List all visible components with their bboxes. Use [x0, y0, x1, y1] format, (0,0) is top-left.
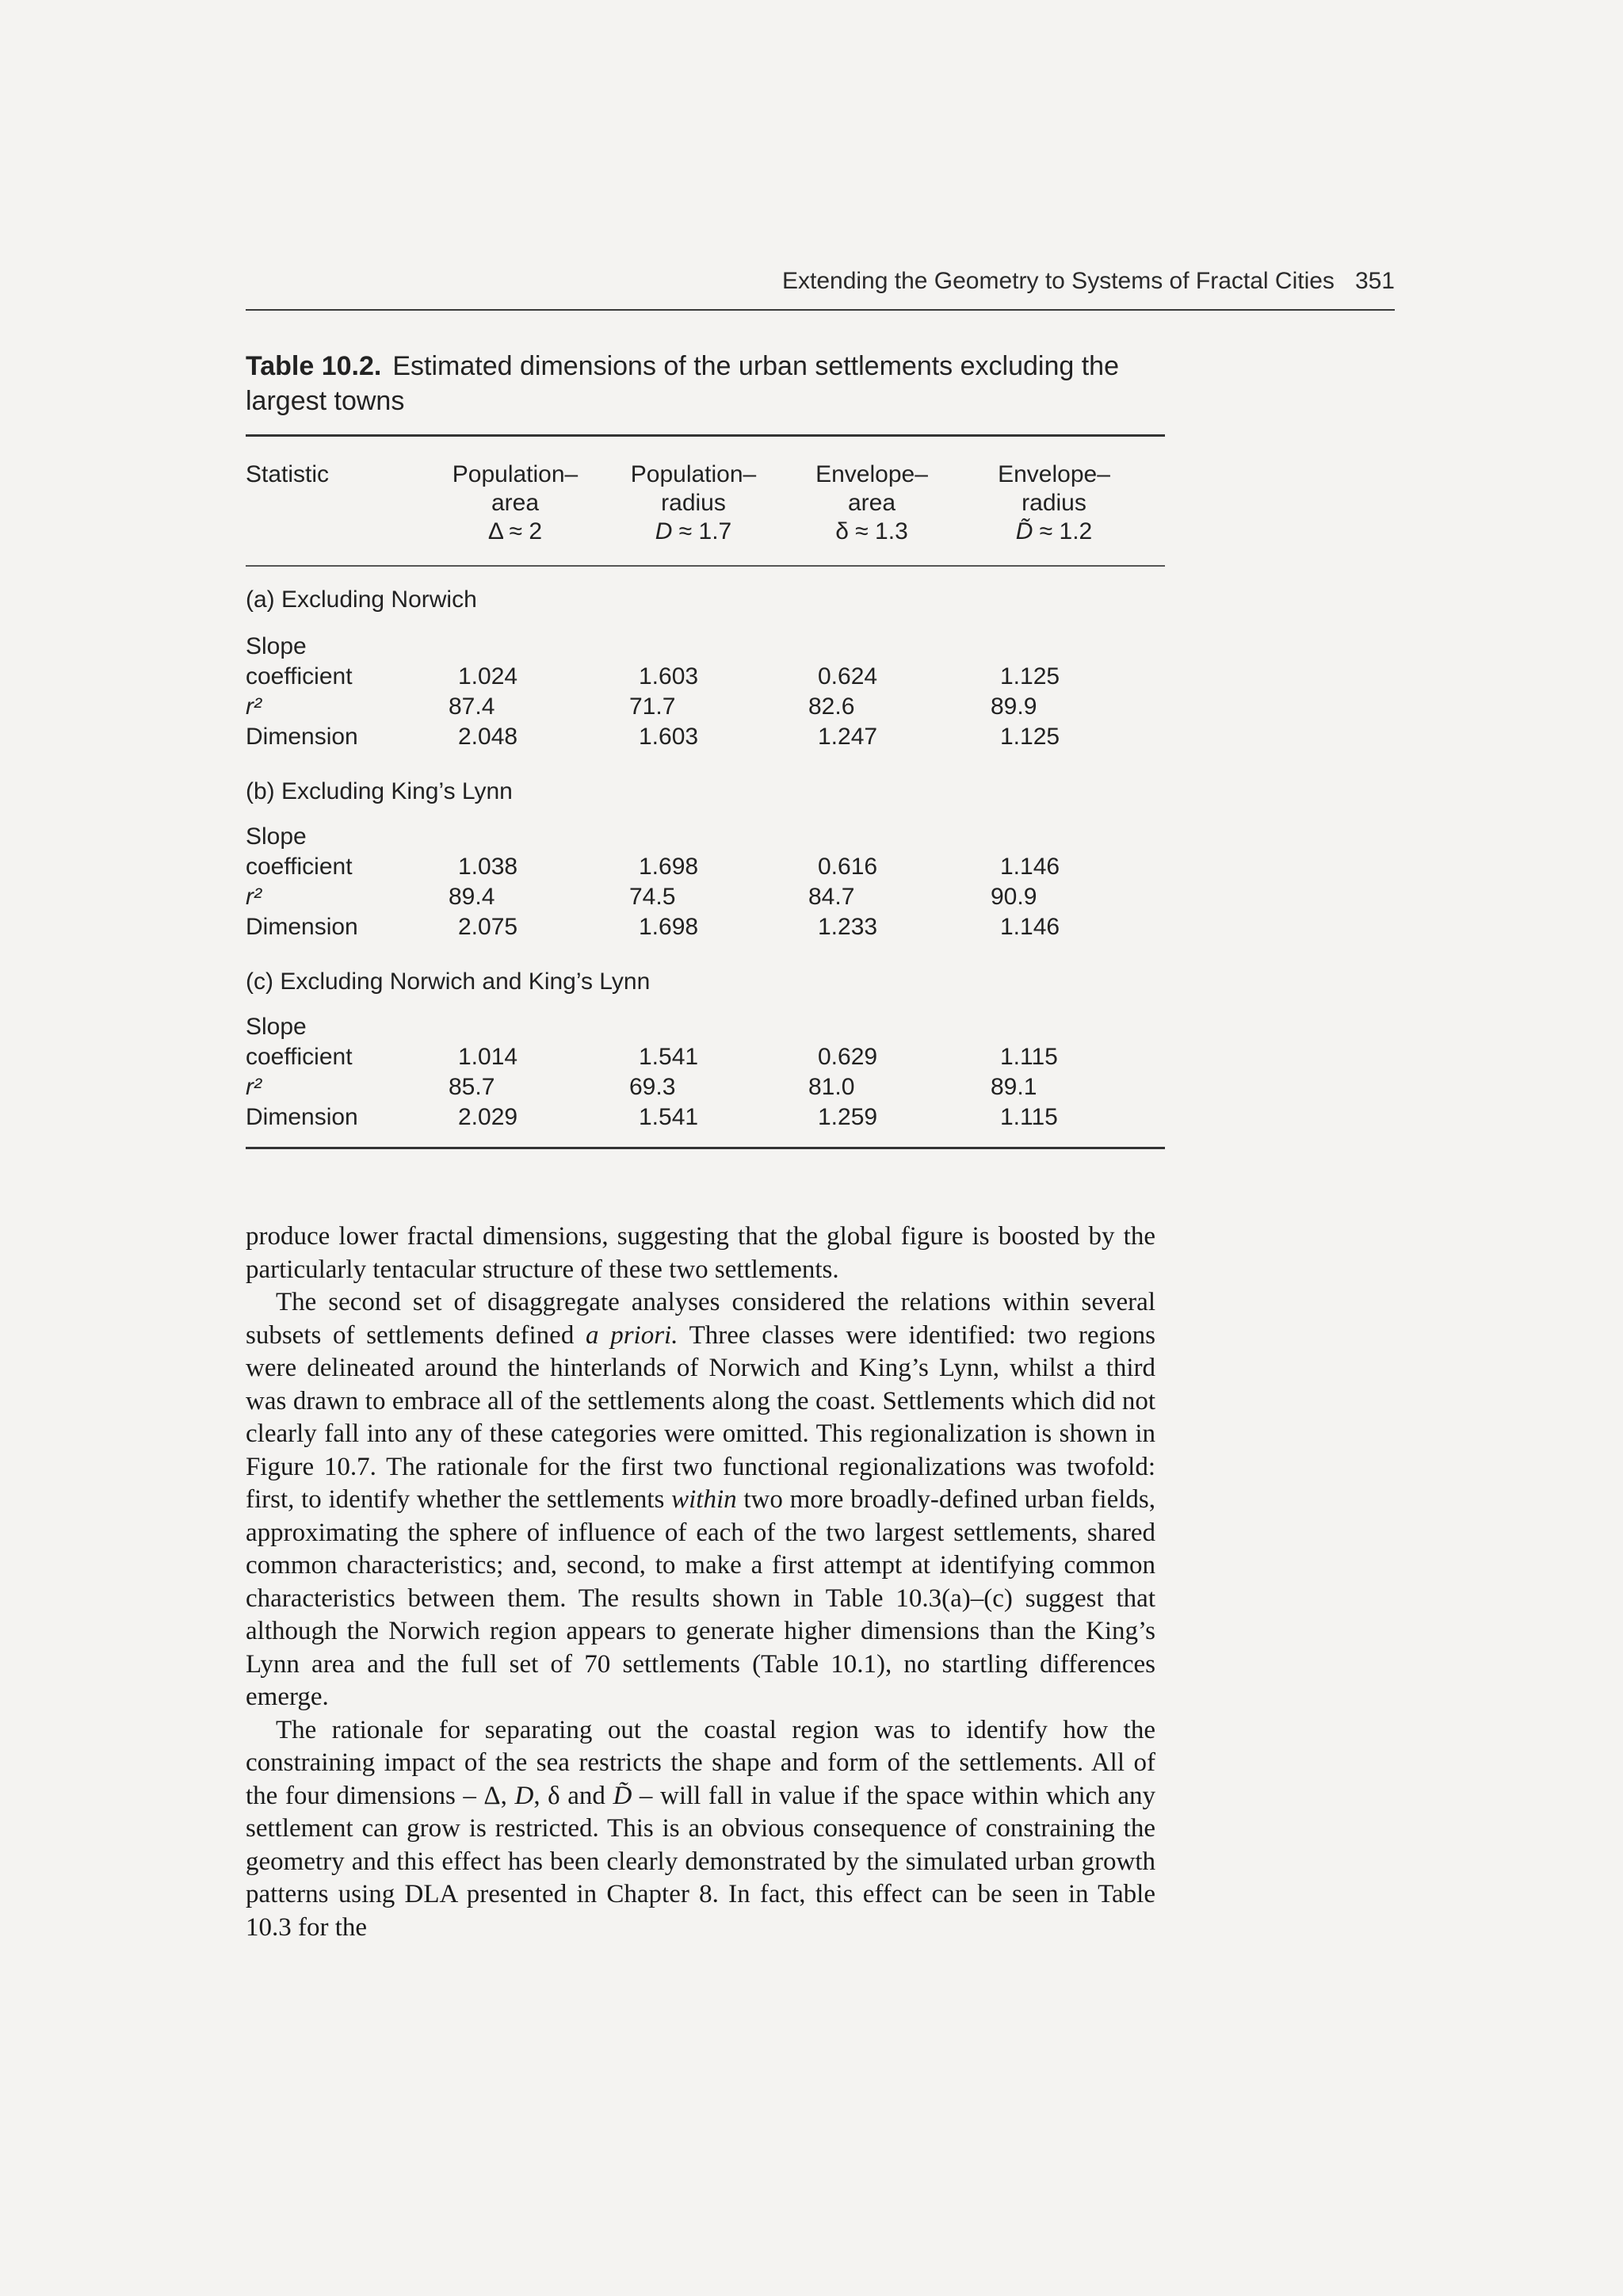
- emphasis: within: [671, 1485, 737, 1514]
- table-bottom-rule: [246, 1147, 1165, 1149]
- column-header-symbol: [594, 518, 792, 546]
- symbol: D̃: [1015, 518, 1033, 544]
- cell: 81.0: [808, 1074, 855, 1100]
- statistic-header: Statistic: [246, 461, 330, 487]
- emphasis: D̃: [613, 1781, 632, 1810]
- dimensions-table: [246, 434, 1165, 1149]
- text-run: Three classes were identified: two regions were delineated around the hinterlands of Norwich and King’s Lynn, whilst a third was drawn to embrace all of the settlements along the coast. Settlements which did not clearly fall into any of these categories were omitted. This regionalization is shown in Figure 10.7. The rationale for the first two functional regionalizations was twofold: first, to identify whether the settlements: [246, 1320, 1155, 1514]
- cell: 2.029: [458, 1104, 518, 1130]
- row-label: Dimension: [246, 724, 358, 750]
- cell: 0.616: [818, 854, 878, 880]
- table-header: [246, 460, 1165, 565]
- section-title: (c) Excluding Norwich and King’s Lynn: [246, 968, 651, 995]
- column-header-line1: Envelope–: [998, 461, 1110, 487]
- cell: 2.075: [458, 914, 518, 940]
- paragraph-2: [246, 1286, 1155, 1714]
- cell: 1.541: [639, 1104, 699, 1130]
- running-head: [246, 268, 1395, 295]
- table-section-a: [246, 584, 1165, 752]
- cell: 1.038: [458, 854, 518, 880]
- table-label: Table 10.2.: [246, 351, 382, 381]
- table-caption-text: Estimated dimensions of the urban settlements excluding the largest towns: [246, 351, 1119, 416]
- body-text: [246, 1221, 1155, 1944]
- row-label-slope: Slope: [246, 633, 307, 659]
- cell: 1.247: [818, 724, 878, 750]
- cell: 89.9: [991, 693, 1037, 720]
- text-run: The rationale for separating out the coastal region was to identify how the constraining impact of the sea restricts the shape and form of the settlements. All of the four dimensions – Δ,: [246, 1715, 1155, 1810]
- paragraph-1: produce lower fractal dimensions, suggesting that the global figure is boosted by the particularly tentacular structure of these two settlements.: [246, 1222, 1155, 1284]
- table-caption: [246, 349, 1165, 418]
- column-header-line1: Population–: [630, 461, 757, 487]
- cell: 1.698: [639, 914, 699, 940]
- row-label: r²: [246, 1074, 262, 1100]
- cell: 0.624: [818, 663, 878, 690]
- emphasis: a priori.: [586, 1320, 678, 1350]
- cell: 1.115: [1000, 1104, 1058, 1130]
- column-header-envelope-radius: [955, 460, 1153, 546]
- table-header-rule: [246, 565, 1165, 567]
- row-label: r²: [246, 693, 262, 720]
- page-number: 351: [1354, 268, 1395, 294]
- cell: 1.603: [639, 724, 699, 750]
- cell: 85.7: [449, 1074, 495, 1100]
- row-label-slope: Slope: [246, 1014, 307, 1040]
- symbol: D: [655, 518, 673, 544]
- cell: 1.125: [1000, 724, 1060, 750]
- column-header-population-radius: [594, 460, 792, 546]
- table-row-r2: [246, 692, 1165, 722]
- cell: 0.629: [818, 1044, 878, 1070]
- table-row-slope: [246, 852, 1165, 882]
- table-row-slope: [246, 662, 1165, 692]
- table-row-dimension: [246, 722, 1165, 752]
- cell: 82.6: [808, 693, 855, 720]
- approx-value: ≈ 1.7: [672, 518, 732, 544]
- table-row-dimension: [246, 912, 1165, 942]
- row-label: Dimension: [246, 914, 358, 940]
- column-header-line1: Population–: [452, 461, 579, 487]
- text-run: – will fall in value if the space within which any settlement can grow is restricted. This is an obvious consequence of constraining the geometry and this effect has been clearly demonstrated by the simulated urban growth patterns using DLA presented in Chapter 8. In fact, this effect can be seen in Table 10.3 for the: [246, 1781, 1155, 1942]
- section-title: (b) Excluding King’s Lynn: [246, 778, 513, 804]
- column-header-symbol: [773, 518, 971, 546]
- row-label: coefficient: [246, 663, 353, 690]
- cell: 2.048: [458, 724, 518, 750]
- approx-value: ≈ 1.2: [1033, 518, 1093, 544]
- cell: 89.4: [449, 884, 495, 910]
- row-label: Dimension: [246, 1104, 358, 1130]
- text-run: The second set of disaggregate analyses considered the relations within several subsets of settlements defined: [246, 1288, 1155, 1350]
- section-title: (a) Excluding Norwich: [246, 586, 477, 613]
- cell: 1.698: [639, 854, 699, 880]
- paragraph-3: [246, 1714, 1155, 1945]
- table-section-c: [246, 966, 1165, 1133]
- row-label: coefficient: [246, 1044, 353, 1070]
- table-section-b: [246, 776, 1165, 942]
- column-header-population-area: [416, 460, 614, 546]
- row-label: r²: [246, 884, 262, 910]
- cell: 1.024: [458, 663, 518, 690]
- running-head-title: Extending the Geometry to Systems of Fractal Cities: [781, 268, 1335, 294]
- table-row-r2: [246, 882, 1165, 912]
- cell: 1.233: [818, 914, 878, 940]
- column-header-line2: radius: [661, 490, 726, 516]
- text-run: , δ and: [533, 1781, 613, 1810]
- cell: 1.146: [1000, 914, 1060, 940]
- column-header-line2: radius: [1022, 490, 1086, 516]
- row-label: coefficient: [246, 854, 353, 880]
- text-run: two more broadly-defined urban fields, approximating the sphere of influence of each of the two largest settlements, shared common characteristics; and, second, to make a first attempt at identifying common characteristics between them. The results shown in Table 10.3(a)–(c) suggest that although the Norwich region appears to generate higher dimensions than the King’s Lynn area and the full set of 70 settlements (Table 10.1), no startling differences emerge.: [246, 1485, 1155, 1711]
- cell: 1.014: [458, 1044, 518, 1070]
- table-row-slope: [246, 1042, 1165, 1072]
- column-header-line2: area: [847, 490, 896, 516]
- cell: 90.9: [991, 884, 1037, 910]
- header-rule: [246, 309, 1395, 311]
- cell: 84.7: [808, 884, 855, 910]
- cell: 74.5: [629, 884, 676, 910]
- cell: 1.146: [1000, 854, 1060, 880]
- approx-value: ≈ 2: [502, 518, 543, 544]
- cell: 1.541: [639, 1044, 699, 1070]
- column-header-envelope-area: [773, 460, 971, 546]
- column-header-line1: Envelope–: [815, 461, 928, 487]
- table-row-r2: [246, 1072, 1165, 1102]
- table-row-dimension: [246, 1102, 1165, 1133]
- column-header-symbol: [955, 518, 1153, 546]
- symbol: δ: [835, 518, 849, 544]
- symbol: Δ: [487, 518, 503, 544]
- approx-value: ≈ 1.3: [848, 518, 908, 544]
- cell: 71.7: [629, 693, 676, 720]
- cell: 87.4: [449, 693, 495, 720]
- row-label-slope: Slope: [246, 823, 307, 850]
- column-header-symbol: [416, 518, 614, 546]
- cell: 69.3: [629, 1074, 676, 1100]
- cell: 1.603: [639, 663, 699, 690]
- cell: 89.1: [991, 1074, 1037, 1100]
- cell: 1.259: [818, 1104, 878, 1130]
- table-top-rule: [246, 434, 1165, 437]
- emphasis: D: [514, 1781, 534, 1810]
- column-header-line2: area: [491, 490, 540, 516]
- cell: 1.125: [1000, 663, 1060, 690]
- cell: 1.115: [1000, 1044, 1058, 1070]
